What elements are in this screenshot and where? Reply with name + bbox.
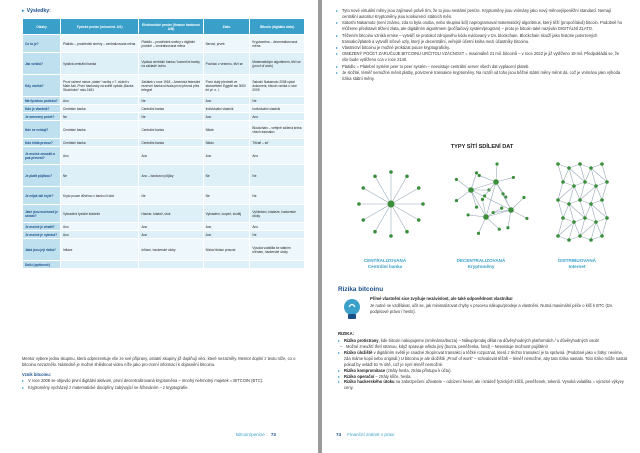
table-cell: Ano [203,223,250,231]
network-node [525,217,528,220]
list-item: ▸ OMEZENÝ POČET ZARUČUJE BITCOINU URČITOU VZÁCNOST = maximálně 21 mil. bitcoinů – v roce 2022 je již vytěženo 19 mil. Předpokládá se, že vše bude vytěženo cca v roce 2140. [336,51,626,63]
network-node [357,202,361,206]
network-node [468,187,474,193]
network-node [481,198,484,201]
network-edge [591,186,596,204]
network-edge [558,186,574,200]
network-node [578,198,582,202]
risks-list [338,338,628,391]
table-row [23,239,305,261]
page-footer: Bitcoin/peníze 73 [236,432,276,437]
table-row [23,75,305,97]
table-cell: Inflace, hackerské útoky [139,239,203,261]
network-node [421,202,425,206]
network-edge [375,176,391,204]
table-cell: Ano [61,97,139,105]
network-node [567,202,571,206]
col-header: Elektronické peníze (finance bankovní A/B) [139,19,203,35]
network-edge [471,182,496,190]
network-node [589,202,593,206]
network-edge [596,186,602,200]
network-edge [569,186,574,204]
network-node [389,170,393,174]
row-question: Kdo hlídá provoz? [23,139,61,147]
network-edge [558,200,563,218]
network-edge [569,204,574,222]
network-node [475,171,478,174]
network-node [506,226,509,229]
network-node [467,213,470,216]
table-cell: Hacker, krádež, útok [139,205,203,223]
network-node [373,174,377,178]
network-edge [591,168,596,186]
network-edge [591,222,596,240]
list-item: ▸ V roce 2008 se objevilo první digitální aktivum, první decentralizovaná kryptoměna – mnohý nehmotný majetek = BITCOIN (BTC). [22,378,305,384]
network-edge [375,204,391,232]
network-edge [563,204,569,218]
network-label-distributed: DISTRIBUOVANÁ Internet [558,258,596,269]
table-cell: Těžaři – síť [250,139,305,147]
network-node [478,174,481,177]
table-cell: Vykradení fyzické krádeže [61,205,139,223]
table-cell: Centrální banka [139,121,203,139]
row-question: Další (opětovně) [23,261,61,269]
row-question: Jaké jsou možnosti je ukrást? [23,205,61,223]
network-edge [574,222,580,236]
table-cell: Matematickým algoritmem, těží se (proof of work) [250,53,305,75]
col-header: Zlato [203,19,250,35]
table-cell: Začátek v roce 1918 – Americká federální rezervní banka užívala první převod přes telegraf [139,75,203,97]
network-node [405,174,409,178]
table-row [23,205,305,223]
network-node [512,176,515,179]
row-question: Kdy vzniká? [23,75,61,97]
network-edge [569,168,574,186]
network-node [567,238,571,242]
table-cell: Ne [250,97,305,105]
network-node [605,216,609,220]
table-cell: Ne [139,97,203,105]
network-node [556,234,560,238]
network-edge [363,188,391,204]
network-node [361,186,365,190]
table-cell: Nikde [203,121,250,139]
network-node [455,199,458,202]
table-cell: Platidlo – prostředek směny – centralizovaná měna [61,35,139,53]
risk-item: ▸ Riziko úložiště v digitálním světě je snadné zkopírovat transakci a těžké rozpoznat, která z těchto transakcí je ta správná. (Podobné jako u fotky: nevíme, zda máme kopii nebo originál.) U bitcoinu je ale úložiště „Proof of work“ – schvalovat těžaři – téměř nemožné, aby tato rizika nastalo. Toto riziko může nastat pokud by ovládl 51 % sítě, což je nyní téměř nemožné. [338,350,628,368]
row-question: Jak vzniká? [23,53,61,75]
network-label-decentralized: DECENTRALIZOVANÁ Kryptoměny [456,258,506,269]
network-edge [602,218,607,236]
risk-item: ▸ Riziko protistrany, kde bitcoin nakupujeme (směnárna/burza) – Nákup/prodej dělat na důvěryhodných platformách / u důvěryhodných osob! [338,338,628,344]
risk-item: ▸ Riziko operační – ztráty klíče, hesla. [338,374,628,380]
right-page [322,0,640,453]
table-cell: Nikdo [203,139,250,147]
network-edge [580,200,585,218]
row-question: Je omezený počet? [23,113,61,121]
network-edge [558,218,563,236]
table-cell: Ano – bankovní půjčky [139,165,203,187]
network-node [500,207,503,210]
results-heading: ▸ Výsledky: [22,8,51,14]
network-node [508,207,514,213]
network-node [389,234,393,238]
risk-item: – Možné zneužití třetí stranou, když spravuje někdo jiný (burza, peněženka, fond) – Neexistuje možnost pojištění! [338,344,628,350]
network-node [600,234,604,238]
table-cell: Ne [250,187,305,205]
table-cell: Ne [61,113,139,121]
network-edge [563,168,569,182]
network-edge [391,188,419,204]
table-cell: Inflace [61,239,139,261]
table-row [23,113,305,121]
table-cell: Ne [61,165,139,187]
network-edge [602,200,607,218]
network-node [483,214,489,220]
left-page [0,0,318,453]
network-node [492,211,495,214]
network-node [589,238,593,242]
network-node [493,179,499,185]
table-cell: Vykradení, loupež, zloděj [203,205,250,223]
network-node [600,162,604,166]
table-cell [61,261,139,269]
network-edge [391,204,419,220]
network-edge [558,222,574,236]
network-node [373,230,377,234]
network-node [594,220,598,224]
network-node [455,178,458,181]
table-cell: Ne [250,165,305,187]
table-cell: Centrální banka [139,139,203,147]
table-cell: Ano [250,113,305,121]
table-cell: Ne [139,113,203,121]
table-row [23,165,305,187]
table-cell: Ano [139,231,203,239]
network-node [583,216,587,220]
network-edge [569,204,585,218]
page-number: 74 [336,432,342,437]
table-row [23,261,305,269]
table-cell [139,261,203,269]
table-row [23,121,305,139]
row-question: Je nějak dál kryté? [23,187,61,205]
network-diagram-title: TYPY SÍTÍ SDÍLENÍ DAT [450,144,514,150]
network-edge [580,222,596,236]
bitcoin-facts-list [336,8,626,83]
table-cell: Nerost, prvek [203,35,250,53]
lightbulb-icon [340,297,364,323]
network-node [498,228,501,231]
table-row [23,97,305,105]
table-cell: Platidlo – prostředek směny v digitální podobě – centralizovaná měna [139,35,203,53]
network-node [600,198,604,202]
network-edge [602,164,607,182]
network-node [572,220,576,224]
origin-list [22,378,305,391]
network-node [417,186,421,190]
row-question: Co to je? [23,35,61,53]
table-cell: Individuální vlastník [250,105,305,113]
table-cell: Ne [203,187,250,205]
list-item: ▸ Kryptoměny vycházejí z matematické disciplíny zabývající se šifrováním – z kryptografie. [22,385,305,391]
table-cell: Vydává centrální banka / komerční banky na základě úvěru [139,53,203,75]
network-edge [558,164,563,182]
left-body-text [22,356,305,392]
network-edge [585,204,591,218]
row-question: Kde se evidují? [23,121,61,139]
row-question: Má fyzickou podobu? [23,97,61,105]
network-edge [596,222,602,236]
table-cell: První ražené mince „stater“ vzniky v 7. století v Malé Asii. První bankovky na světě vydala „Banka Stockholm“ roku 1661 [61,75,139,97]
list-item: ▸ Satoshi Nakamoto (není známo, zda to byla osoba, nebo skupina lidí) naprogramoval matematický algoritmus, který těží (propočítává) bitcoin. Podobně ho můžeme představit těžení zlata, ale digitálním algoritmem (počítačový systém/program) – proto je bitcoin také nazýván DIGITÁLNÍ ZLATO. [336,20,626,32]
network-edge [585,168,591,182]
table-row [23,53,305,75]
network-edge [486,210,511,217]
network-edge [363,204,391,220]
network-node [578,162,582,166]
table-cell: Ano [203,97,250,105]
table-row [23,231,305,239]
col-header: Bitcoin (digitální zlato) [250,19,305,35]
network-node [483,194,486,197]
network-node [522,196,525,199]
network-edge [580,182,585,200]
table-cell: Ano [139,147,203,165]
table-cell: Ano [61,223,139,231]
network-node [361,218,365,222]
network-node [578,234,582,238]
network-edge [558,182,563,200]
network-edge [574,186,580,200]
table-cell: Centrální banka [61,139,139,147]
sub-heading: Vznik bitcoinu: [22,371,52,377]
network-types-diagram [346,152,616,258]
row-question: Je možné je ztratit? [23,223,61,231]
network-edge [591,168,607,182]
risk-item: ▸ Riziko hackerského útoku na zabezpečení uživatele – odcizení hesel, ale i krádež fyzických klíčů, peněženek, tokenů. Vysoká volatilita = výrazné výkyvy ceny. [338,379,628,391]
risk-item: ▸ Riziko kompromitace (ztráty hesla, ztráta přístupu k účtu). [338,368,628,374]
network-node [417,218,421,222]
arrow-icon: ▸ [22,8,25,14]
network-node [556,162,560,166]
network-edge [580,186,596,200]
table-cell: Ano [203,113,250,121]
network-node [561,216,565,220]
table-cell: Blockchain – veřejně sdílená kniha všech transakcí [250,121,305,139]
network-node [405,230,409,234]
table-cell: Ano [139,223,203,231]
table-cell: Ne [250,231,305,239]
risk-quote: Přímé vlastnění sice zvyšuje nezávislost, ale také odpovědnost vlastníka! Je nutné se vzdělávat, učit se, jak minimalizovat chyby v procesu nákupu/prodeje a vlastnění. Nutná maximální péče o klíč k BTC (tzv. podpisové právo / heslo). [370,296,613,314]
risks-heading: Rizika bitcoinu [338,286,384,293]
list-item: ▸ Těžením bitcoinu vzniká emise – vytváří se protokol zdrojového kódu evidovaný v tzv. blockchain. Blockchain slouží jako historie potvrzených transakcí/plateb a vytvořil síťové uzly, který je decentrální, veřejně účetní kniha mezi účastníky bitcoinu. [336,33,626,45]
network-node [572,184,576,188]
page-footer: 74 Finanční zralost v praxi [336,432,395,437]
table-cell: Centrální banka [139,105,203,113]
network-edge [591,204,607,218]
table-cell: Ano [250,223,305,231]
table-cell: Vysoká volatilita ke státním měnám, hackerské útoky [250,239,305,261]
table-header-row [23,19,305,35]
network-edge [580,164,585,182]
table-cell: Ne [139,187,203,205]
table-cell: Vydává centrální banka [61,53,139,75]
risks-subheading: RIZIKA: [338,331,355,336]
table-row [23,139,305,147]
network-edge [391,204,407,232]
table-row [23,35,305,53]
table-cell: Vyhledání, krádeže, hackerské útoky [250,205,305,223]
network-edge [391,176,407,204]
table-cell [250,261,305,269]
list-item: ▸ Vlastnictví bitcoinu je možné prokázat pouze kryptograficky. [336,45,626,51]
table-cell: Centrální banka [61,105,139,113]
row-question: Jaká jsou její rizika? [23,239,61,261]
network-node [561,180,565,184]
intro-paragraph: Mentor vybere jednu skupinu, která odprezentuje vše ze své přípravy, ostatní skupiny již doplňují věci, které nezazněly. Mentor doplní z textu níže, co o bitcoinu nezaznělo. Následně je možné shlédnout video níže jako pro-zcení informací k objasnění bitcoinu. [22,356,296,367]
network-node [388,201,395,208]
network-edge [591,204,596,222]
table-cell: Ano [203,147,250,165]
table-cell: Satoshi Nakamoto 2008 vydal dokument, bitcoin vzniká v roce 2009 [250,75,305,97]
row-question: Je možné je vykrást? [23,231,61,239]
table-row [23,187,305,205]
network-node [567,166,571,170]
table-cell: Nízká hlídací pravost [203,239,250,261]
network-edge [580,218,585,236]
table-row [23,223,305,231]
table-row [23,105,305,113]
network-node [495,162,498,165]
comparison-table [22,18,305,269]
table-cell: Individuální vlastník [203,105,250,113]
network-node [475,206,478,209]
col-header: Fyzické peníze (mince/ed. A/1) [61,19,139,35]
network-node [605,180,609,184]
page-number: 73 [270,432,276,437]
row-question: Kdo je vlastník? [23,105,61,113]
table-cell: Kryto pouze důvěrou v banku či stát [61,187,139,205]
network-node [501,192,504,195]
table-cell: Kryptoměna – decentralizovaná měna [250,35,305,53]
list-item: ▸ Tyto nové virtuální měny jsou zajímavé právě tím, že to jsou nestátní peníze. Kryptoměny jsou vnímány jako nový měnový/peněžní standard. Nemají centrální autoritu! Kryptoměny jsou konkurencí státních měn. [336,8,626,20]
table-cell: Centrální banka [61,121,139,139]
table-cell: Ano [61,147,139,165]
network-edge [569,222,574,240]
network-node [594,184,598,188]
network-edge [569,168,585,182]
row-question: Je platit půjčkou? [23,165,61,187]
list-item: ▸ Platidlo = Platební systém peer to peer systém – neexistuje centrální server všech dat vyplacení plateb. [336,64,626,70]
table-cell: Ano [203,231,250,239]
table-cell: Ano [250,147,305,165]
network-node [589,166,593,170]
table-cell: Ne [203,165,250,187]
col-header: Otázky [23,19,61,35]
row-question: Je možné zmnožit a pak převést? [23,147,61,165]
table-cell: Pochází z vesmíru, těží se [203,53,250,75]
network-label-centralized: CENTRALIZOVANÁ Centrální banka [363,258,407,269]
network-edge [602,182,607,200]
list-item: ▸ Je složité, téměř nemožné měnit platby, potvrzené transakce kryptoměny. Na rozdíl od toho jsou běžné státní měny měnit dá, což je vnímáno jako výhoda rizika státní měny. [336,70,626,82]
network-node [583,180,587,184]
table-cell: Ano [61,231,139,239]
table-row [23,147,305,165]
table-cell [203,261,250,269]
table-cell: První zlatý předmět ve starověkém Egyptě asi 3000 let př. n. l. [203,75,250,97]
network-node [477,232,480,235]
network-node [556,198,560,202]
